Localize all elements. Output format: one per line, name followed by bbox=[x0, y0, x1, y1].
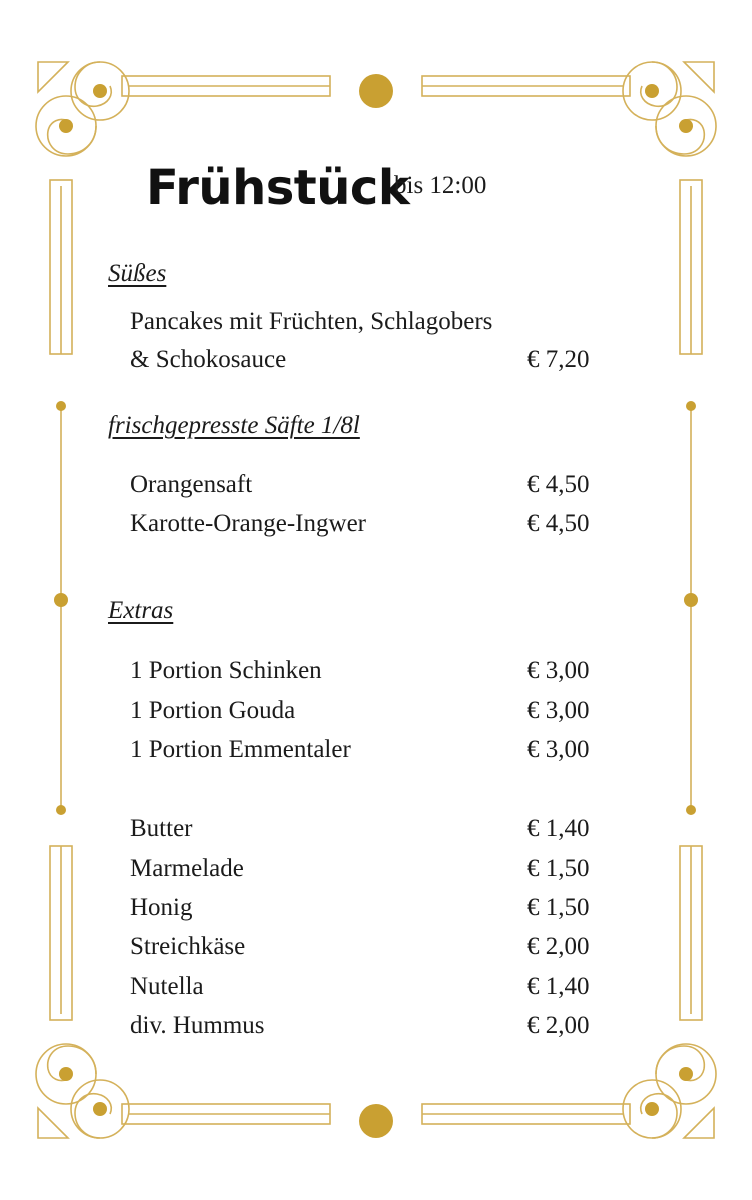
menu-item-price: € 1,40 bbox=[527, 973, 590, 1000]
serving-time: bis 12:00 bbox=[394, 172, 487, 199]
menu-item-name: 1 Portion Gouda bbox=[130, 697, 296, 724]
menu-item-price: € 1,40 bbox=[527, 815, 590, 842]
menu-item-price: € 1,50 bbox=[527, 894, 590, 921]
menu-item-name: & Schokosauce bbox=[130, 346, 287, 373]
section-heading-extras: Extras bbox=[108, 597, 174, 624]
menu-item-name: 1 Portion Schinken bbox=[130, 657, 322, 684]
menu-item-name: Honig bbox=[130, 894, 193, 921]
menu-item-price: € 4,50 bbox=[527, 471, 590, 498]
menu-item-price: € 2,00 bbox=[527, 933, 590, 960]
menu-item-name: Orangensaft bbox=[130, 471, 253, 498]
menu-item-name: Marmelade bbox=[130, 855, 244, 882]
menu-item-name: Streichkäse bbox=[130, 933, 246, 960]
menu-item-name: Butter bbox=[130, 815, 193, 842]
page-title: Frühstück bbox=[146, 160, 410, 216]
menu-item-price: € 7,20 bbox=[527, 346, 590, 373]
section-heading-suesses: Süßes bbox=[108, 260, 167, 287]
menu-item-name: 1 Portion Emmentaler bbox=[130, 736, 351, 763]
menu-item-name: Pancakes mit Früchten, Schlagobers bbox=[130, 308, 493, 335]
menu-item-price: € 3,00 bbox=[527, 657, 590, 684]
menu-item-name: Karotte-Orange-Ingwer bbox=[130, 510, 366, 537]
menu-item-price: € 1,50 bbox=[527, 855, 590, 882]
menu-item-price: € 3,00 bbox=[527, 736, 590, 763]
menu-item-name: div. Hummus bbox=[130, 1012, 265, 1039]
menu-item-price: € 3,00 bbox=[527, 697, 590, 724]
bottom-center-dot bbox=[359, 1104, 393, 1138]
top-center-dot bbox=[359, 74, 393, 108]
menu-item-name: Nutella bbox=[130, 973, 204, 1000]
menu-item-price: € 2,00 bbox=[527, 1012, 590, 1039]
menu-item-price: € 4,50 bbox=[527, 510, 590, 537]
section-heading-saefte: frischgepresste Säfte 1/8l bbox=[108, 412, 360, 439]
right-side-line bbox=[684, 401, 698, 815]
left-side-line bbox=[54, 401, 68, 815]
